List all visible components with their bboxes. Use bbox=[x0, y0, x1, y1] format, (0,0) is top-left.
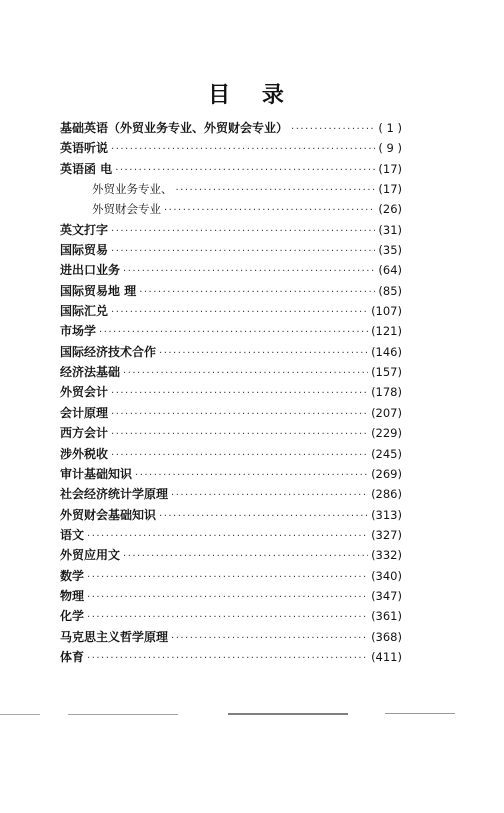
toc-page-number: (157) bbox=[371, 365, 402, 380]
toc-entry bbox=[60, 647, 402, 667]
scan-artifact-line bbox=[0, 714, 40, 715]
toc-entry-label: 涉外税收 bbox=[60, 446, 109, 461]
table-of-contents bbox=[60, 118, 402, 667]
toc-entry-label: 外贸业务专业、 bbox=[92, 182, 173, 197]
toc-page-number: (229) bbox=[371, 426, 402, 441]
toc-entry bbox=[60, 484, 402, 504]
toc-leader-dots bbox=[164, 201, 375, 221]
toc-entry-label: 英语听说 bbox=[60, 141, 109, 156]
toc-entry bbox=[60, 566, 402, 586]
toc-entry-label: 英文打字 bbox=[60, 222, 109, 237]
toc-page-number: (327) bbox=[371, 527, 402, 542]
toc-page-number: (35) bbox=[378, 243, 402, 258]
toc-leader-dots bbox=[123, 364, 368, 384]
toc-leader-dots bbox=[139, 283, 375, 303]
toc-entry-label: 市场学 bbox=[60, 324, 97, 339]
scan-artifact-line bbox=[385, 713, 455, 714]
toc-page-number: (313) bbox=[371, 507, 402, 522]
toc-entry-label: 外贸应用文 bbox=[60, 548, 121, 563]
toc-entry bbox=[60, 281, 402, 301]
toc-leader-dots bbox=[111, 242, 375, 262]
toc-page-number: (245) bbox=[371, 446, 402, 461]
toc-entry bbox=[60, 159, 402, 179]
toc-page-number: (207) bbox=[371, 405, 402, 420]
toc-page-number: ( 1 ) bbox=[378, 121, 402, 135]
toc-entry-label: 外贸会计 bbox=[60, 385, 109, 400]
toc-leader-dots bbox=[87, 649, 368, 669]
toc-leader-dots bbox=[111, 446, 368, 466]
toc-leader-dots bbox=[111, 405, 368, 425]
toc-page-number: (332) bbox=[371, 548, 402, 563]
toc-leader-dots bbox=[99, 323, 368, 343]
toc-leader-dots bbox=[171, 629, 368, 649]
toc-entry-label: 国际经济技术合作 bbox=[60, 344, 157, 359]
toc-entry bbox=[60, 220, 402, 240]
toc-entry-label: 国际贸易地 理 bbox=[60, 283, 137, 298]
toc-entry bbox=[60, 118, 402, 138]
toc-entry-label: 社会经济统计学原理 bbox=[60, 487, 169, 502]
toc-leader-dots bbox=[87, 527, 368, 547]
toc-entry bbox=[60, 545, 402, 565]
toc-entry bbox=[60, 444, 402, 464]
scan-artifact-line bbox=[68, 714, 178, 715]
toc-leader-dots bbox=[176, 181, 376, 201]
toc-entry-label: 国际贸易 bbox=[60, 243, 109, 258]
toc-leader-dots bbox=[159, 507, 368, 527]
toc-entry-label: 外贸财会基础知识 bbox=[60, 507, 157, 522]
toc-leader-dots bbox=[115, 161, 375, 181]
toc-leader-dots bbox=[111, 222, 375, 242]
toc-page-number: (347) bbox=[371, 588, 402, 603]
toc-leader-dots bbox=[123, 262, 375, 282]
toc-page-number: (340) bbox=[371, 568, 402, 583]
toc-entry bbox=[60, 464, 402, 484]
toc-entry bbox=[60, 627, 402, 647]
toc-entry bbox=[60, 301, 402, 321]
toc-page-number: (64) bbox=[378, 263, 402, 278]
toc-entry bbox=[60, 403, 402, 423]
toc-entry bbox=[60, 606, 402, 626]
toc-entry-label: 体育 bbox=[60, 649, 85, 664]
toc-page-number: (361) bbox=[371, 609, 402, 624]
scan-artifact-line bbox=[228, 713, 348, 715]
toc-page-number: (107) bbox=[371, 304, 402, 319]
toc-entry-label: 外贸财会专业 bbox=[92, 202, 161, 217]
toc-entry bbox=[60, 423, 402, 443]
toc-entry bbox=[60, 260, 402, 280]
toc-entry bbox=[60, 138, 402, 158]
toc-page-number: ( 9 ) bbox=[378, 141, 402, 156]
toc-leader-dots bbox=[87, 608, 368, 628]
toc-entry bbox=[60, 240, 402, 260]
toc-page-number: (31) bbox=[378, 222, 402, 237]
toc-page-number: (121) bbox=[371, 324, 402, 339]
toc-leader-dots bbox=[111, 384, 368, 404]
toc-entry-label: 进出口业务 bbox=[60, 263, 121, 278]
toc-entry bbox=[60, 321, 402, 341]
toc-entry-label: 审计基础知识 bbox=[60, 466, 133, 481]
toc-page-number: (368) bbox=[371, 629, 402, 644]
toc-leader-dots bbox=[291, 120, 375, 140]
toc-entry-label: 化学 bbox=[60, 609, 85, 624]
toc-leader-dots bbox=[87, 588, 368, 608]
toc-entry-label: 国际汇兑 bbox=[60, 304, 109, 319]
toc-leader-dots bbox=[87, 568, 368, 588]
page-title: 目 录 bbox=[208, 83, 296, 108]
toc-page-number: (411) bbox=[371, 649, 402, 664]
toc-subentry bbox=[60, 179, 402, 199]
toc-entry bbox=[60, 362, 402, 382]
toc-page-number: (17) bbox=[378, 182, 402, 197]
toc-entry bbox=[60, 586, 402, 606]
toc-entry-label: 数学 bbox=[60, 568, 85, 583]
toc-subentry bbox=[60, 199, 402, 219]
toc-entry-label: 英语函 电 bbox=[60, 161, 113, 176]
toc-page-number: (26) bbox=[378, 202, 402, 217]
toc-entry bbox=[60, 525, 402, 545]
toc-entry-label: 经济法基础 bbox=[60, 365, 121, 380]
toc-entry-label: 物理 bbox=[60, 588, 85, 603]
toc-leader-dots bbox=[111, 140, 375, 160]
toc-entry bbox=[60, 382, 402, 402]
toc-entry-label: 基础英语（外贸业务专业、外贸财会专业） bbox=[60, 121, 289, 135]
toc-leader-dots bbox=[135, 466, 368, 486]
toc-page-number: (146) bbox=[371, 344, 402, 359]
toc-leader-dots bbox=[159, 344, 368, 364]
toc-entry-label: 会计原理 bbox=[60, 405, 109, 420]
toc-entry bbox=[60, 342, 402, 362]
toc-entry bbox=[60, 505, 402, 525]
toc-entry-label: 马克思主义哲学原理 bbox=[60, 629, 169, 644]
toc-entry-label: 语文 bbox=[60, 527, 85, 542]
toc-page-number: (17) bbox=[378, 161, 402, 176]
toc-page-number: (85) bbox=[378, 283, 402, 298]
toc-entry-label: 西方会计 bbox=[60, 426, 109, 441]
toc-page-number: (286) bbox=[371, 487, 402, 502]
toc-page-number: (269) bbox=[371, 466, 402, 481]
toc-leader-dots bbox=[171, 486, 368, 506]
toc-leader-dots bbox=[123, 547, 368, 567]
toc-page-number: (178) bbox=[371, 385, 402, 400]
toc-leader-dots bbox=[111, 303, 368, 323]
toc-leader-dots bbox=[111, 425, 368, 445]
